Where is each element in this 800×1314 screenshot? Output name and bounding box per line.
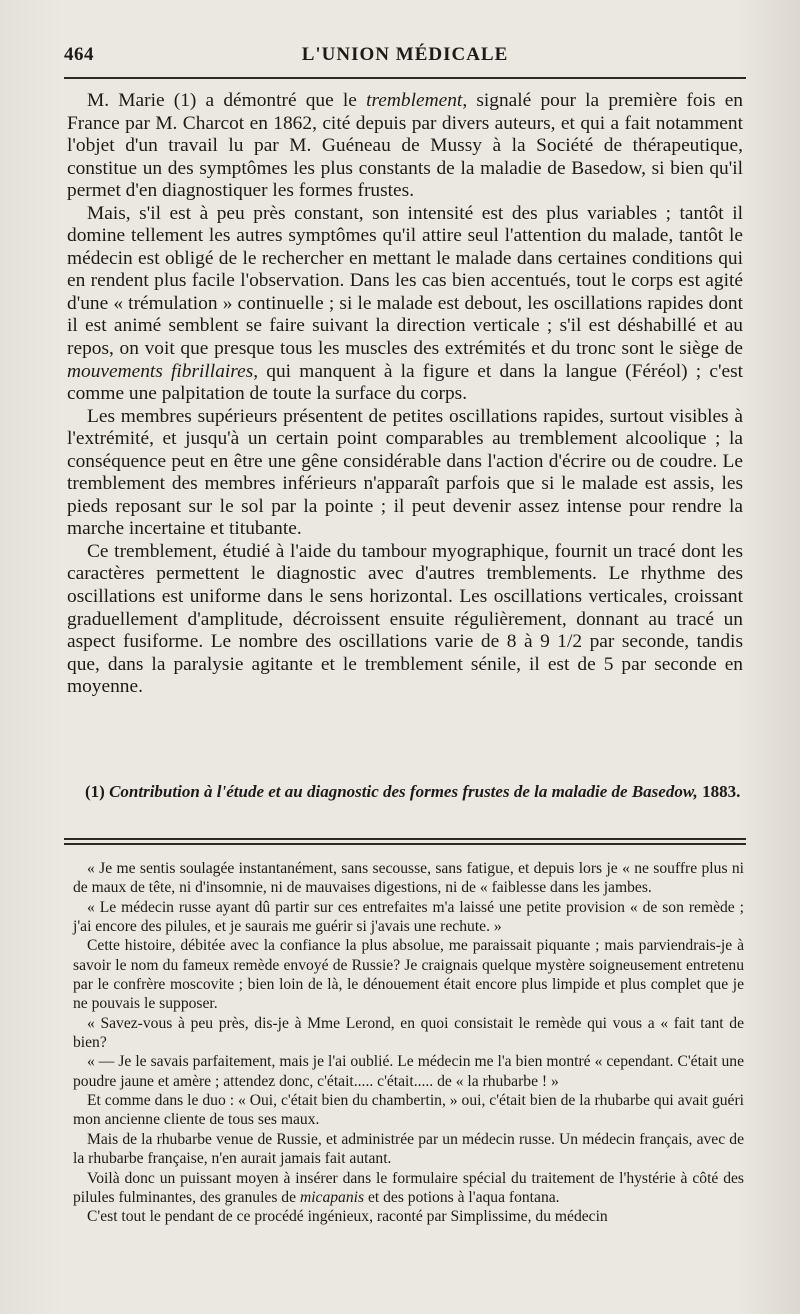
feuilleton-paragraph: « Je me sentis soulagée instantanément, sans secousse, sans fatigue, et depuis lors je « ne souffre plus ni de maux de tête, ni d'insomnie, ni de mauvaises digestions, ni de « faiblesse dans les jambes.	[73, 860, 744, 897]
article-paragraph: Mais, s'il est à peu près constant, son intensité est des plus variables ; tantôt il domine tellement les autres symptômes qu'il attire seul l'attention du malade, tantôt le médecin est obligé de le rechercher en mettant le malade dans certaines conditions qui en rendent plus facile l'observation. Dans les cas bien accentués, tout le corps est agité d'une « trémulation » continuelle ; si le malade est debout, les oscillations rapides dont il est animé semblent se faire suivant la direction verticale ; s'il est déshabillé et au repos, on voit que presque tous les muscles des extrémités et du tronc sont le siège de mouvements fibrillaires, qui manquent à la figure et dans la langue (Féréol) ; c'est comme une palpitation de toute la surface du corps.	[67, 202, 744, 405]
feuilleton-body	[73, 859, 744, 1227]
feuilleton-separator	[64, 838, 746, 845]
feuilleton-paragraph: C'est tout le pendant de ce procédé ingénieux, raconté par Simplissime, du médecin	[87, 1208, 608, 1226]
footnote-text: Contribution à l'étude et au diagnostic des formes frustes de la maladie de Basedow,	[109, 782, 698, 801]
page-header	[64, 44, 746, 70]
feuilleton-paragraph: Cette histoire, débitée avec la confiance la plus absolue, me paraissait piquante ; mais parviendrais-je à savoir le nom du fameux remède envoyé de Russie? Je craignais quelque mystère soigneusement entretenu par le confrère moscovite ; bien loin de là, le dénouement était encore plus limpide et plus complet que je ne pouvais le supposer.	[73, 937, 744, 1013]
header-rule	[64, 77, 746, 79]
article-paragraph: Ce tremblement, étudié à l'aide du tambour myographique, fournit un tracé dont les caractères permettent le diagnostic avec d'autres tremblements. Le rhythme des oscillations est uniforme dans le sens horizontal. Les oscillations verticales, croissant graduellement d'amplitude, décroissent ensuite régulièrement, donnant au tracé un aspect fusiforme. Le nombre des oscillations varie de 8 à 9 1/2 par seconde, tandis que, dans la paralysie agitante et le tremblement sénile, il est de 5 par seconde en moyenne.	[67, 540, 743, 698]
page-number: 464	[64, 44, 94, 65]
article-body	[67, 90, 743, 699]
running-title: L'UNION MÉDICALE	[301, 44, 509, 65]
footnote-year: 1883.	[702, 782, 741, 801]
feuilleton-paragraph: « Le médecin russe ayant dû partir sur ces entrefaites m'a laissé une petite provision « de son remède ; j'ai encore des pilules, et je saurais me guérir si j'avais une rechute. »	[73, 898, 744, 936]
feuilleton-paragraph: Et comme dans le duo : « Oui, c'était bien du chambertin, » oui, c'était bien de la rhubarbe qui avait guéri mon ancienne cliente de tous ses maux.	[73, 1092, 744, 1129]
feuilleton-paragraph: Voilà donc un puissant moyen à insérer dans le formulaire spécial du traitement de l'hystérie à côté des pilules fulminantes, des granules de micapanis et des potions à l'aqua fontana.	[73, 1169, 744, 1206]
feuilleton-paragraph: « — Je le savais parfaitement, mais je l'ai oublié. Le médecin me l'a bien montré « cependant. C'était une poudre jaune et amère ; attendez donc, c'était..... c'était..... de « la rhubarbe ! »	[73, 1053, 744, 1090]
footnote	[67, 782, 743, 801]
article-paragraph: M. Marie (1) a démontré que le tremblement, signalé pour la première fois en France par M. Charcot en 1862, cité depuis par divers auteurs, et qui a fait notamment l'objet d'un travail lu par M. Guéneau de Mussy à la Société de thérapeutique, constitue un des symptômes les plus constants de la maladie de Basedow, si bien qu'il permet d'en diagnostiquer les formes frustes.	[67, 90, 743, 202]
feuilleton-paragraph: Mais de la rhubarbe venue de Russie, et administrée par un médecin russe. Un médecin français, avec de la rhubarbe française, n'en aurait jamais fait autant.	[73, 1130, 744, 1168]
footnote-number: (1)	[85, 782, 105, 801]
article-paragraph: Les membres supérieurs présentent de petites oscillations rapides, surtout visibles à l'extrémité, et jusqu'à un certain point comparables au tremblement alcoolique ; la conséquence peut en être une gêne considérable dans l'action d'écrire ou de coudre. Le tremblement des membres inférieurs n'apparaît parfois que si le malade est assis, les pieds reposant sur le sol par la pointe ; il peut devenir assez intense pour rendre la marche incertaine et titubante.	[67, 405, 743, 540]
feuilleton-paragraph: « Savez-vous à peu près, dis-je à Mme Lerond, en quoi consistait le remède qui vous a « fait tant de bien?	[73, 1014, 744, 1052]
